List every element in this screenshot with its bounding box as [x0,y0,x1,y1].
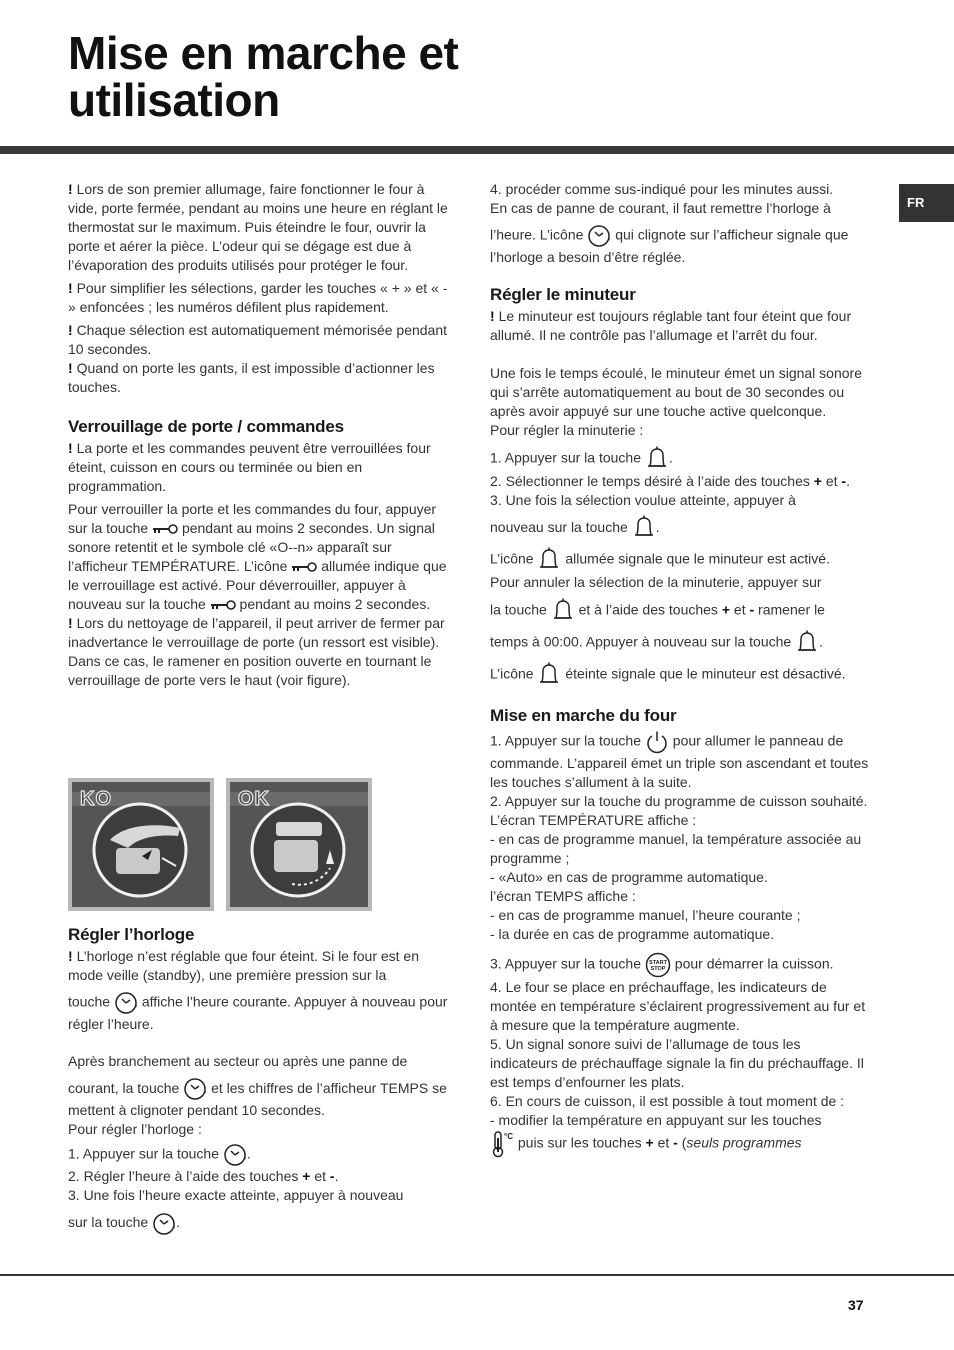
timer-cancel-text-2a: la touche [490,602,547,618]
warning-mark: ! [490,308,495,324]
start-step-3-text-b: pour démarrer la cuisson. [674,956,834,972]
power-outage-text-1: En cas de panne de courant, il faut remettre l’horloge à [490,200,831,216]
clock-step-1-text: 1. Appuyer sur la touche [68,1146,219,1162]
start-step-4-text: 4. Le four se place en préchauffage, les indicateurs de montée en température s’éclairent progressivement au fur et à mesure que la température augmente. [490,979,866,1034]
timer-text-3: Pour régler la minuterie : [490,422,644,438]
clock-text-3d: Pour régler l’horloge : [68,1121,202,1138]
timer-step-2-text: 2. Sélectionner le temps désiré à l’aide des touches [490,473,810,489]
timer-step-2-and: et [825,473,838,489]
warning-mark: ! [68,322,73,338]
minus-key: - [673,1135,678,1151]
power-outage-text-2a: l’heure. L’icône [490,226,584,243]
warning-mark: ! [68,440,73,456]
clock-step-1 [68,1143,448,1167]
start-step-5 [490,1035,870,1092]
clock-icon [114,991,138,1015]
figure-ko [68,778,214,911]
start-step-2-time: l’écran TEMPS affiche : [490,888,636,905]
clock-step-3-text-b: sur la touche [68,1214,149,1231]
lock-paragraph-2 [68,500,448,614]
warning-mark: ! [68,360,73,376]
warning-mark: ! [68,181,73,197]
start-step-2-item-1: - en cas de programme manuel, la température associée au programme ; [490,831,862,867]
intro-text-1: Lors de son premier allumage, faire fonctionner le four à vide, porte fermée, pendant au moins une heure en réglant le thermostat sur le maximum. Puis éteindre le four, ouvrir la porte et aérer la pièce. L’odeur qui se dégage est due à l’évaporation des produits utilisés pour protéger le four. [68,181,448,273]
timer-cancel-text-2d: ramener le [758,602,825,618]
timer-icon-off-text-a: L’icône [490,666,534,682]
warning-mark: ! [68,615,73,631]
start-step-5-text: 5. Un signal sonore suivi de l’allumage de tous les indicateurs de préchauffage signale la fin du préchauffage. Il est temps d’enfourner les plats. [490,1036,864,1091]
key-icon [291,561,317,573]
start-step-2-text: 2. Appuyer sur la touche du programme de cuisson souhaité. L’écran TEMPÉRATURE affiche : [490,793,868,829]
start-step-2-item-2: - «Auto» en cas de programme automatique. [490,869,768,886]
start-step-1-text-a: 1. Appuyer sur la touche [490,733,641,749]
timer-cancel-text-3: temps à 00:00. Appuyer à nouveau sur la touche [490,634,792,650]
lock-text-2c: allumée indique que le verrouillage est activé. [68,558,447,593]
start-section-title: Mise en marche du four [490,706,677,726]
intro-paragraph-4 [68,359,448,397]
language-tab: FR [899,184,954,222]
plus-key: + [645,1135,654,1151]
power-icon [645,730,669,754]
start-stop-icon [645,952,671,978]
svg-text:STOP: STOP [650,966,666,973]
clock-icon [152,1212,176,1236]
clock-paragraph-3 [68,1052,448,1139]
timer-icon-off-text-b: éteinte signale que le minuteur est désactivé. [565,666,846,682]
clock-text-2a: touche [68,993,111,1010]
clock-step-3-text: 3. Une fois l’heure exacte atteinte, appuyer à nouveau [68,1187,404,1204]
page-title: Mise en marche et utilisation [68,27,459,126]
start-step-6-item-1: - modifier la température en appuyant sur les touches [490,1112,822,1129]
start-step-6-continued [490,1130,870,1158]
clock-step-2-text: 2. Régler l’heure à l’aide des touches [68,1168,299,1185]
start-step-3-text-a: 3. Appuyer sur la touche [490,956,641,972]
clock-step-2 [68,1167,448,1186]
timer-step-1 [490,446,870,472]
clock-icon [223,1143,247,1167]
period: . [176,1214,180,1231]
timer-icon-on-text-a: L’icône [490,551,534,567]
bell-icon [537,547,561,573]
intro-text-3: Chaque sélection est automatiquement mémorisée pendant 10 secondes. [68,322,448,357]
timer-step-1-text: 1. Appuyer sur la touche [490,449,641,466]
timer-paragraph-1 [490,307,870,345]
period: . [246,1146,251,1162]
timer-section-title: Régler le minuteur [490,285,636,304]
svg-text:START: START [648,960,667,967]
timer-paragraph-2 [490,364,870,440]
clock-section [68,925,448,1236]
timer-cancel-text-1: Pour annuler la sélection de la minuterie, appuyer sur [490,574,822,591]
left-column-text [68,180,448,694]
lock-paragraph-1 [68,439,448,496]
period: . [819,634,823,650]
start-step-2 [490,792,870,944]
lock-paragraph-4 [68,614,448,690]
bell-icon [632,515,656,541]
timer-cancel-text-2b: et à l’aide des touches [578,602,718,618]
clock-text-3b: courant, la touche [68,1080,180,1096]
ok-label: OK [238,788,270,810]
bell-icon [537,662,561,688]
start-step-2-item-4: - la durée en cas de programme automatique. [490,926,775,943]
start-step-6-italic: seuls programmes [686,1135,802,1151]
page-number: 37 [848,1297,864,1313]
start-step-6-and: et [657,1135,670,1151]
timer-step-3-text-b: nouveau sur la touche [490,519,628,535]
right-column-text [490,180,870,1158]
intro-paragraph-1 [68,180,448,275]
key-icon [210,599,236,611]
svg-text:°C: °C [504,1132,513,1142]
clock-step-3 [68,1186,448,1235]
intro-text-4: Quand on porte les gants, il est impossible d’actionner les touches. [68,360,435,395]
plus-key: + [721,602,731,618]
header-rule [0,146,954,154]
lock-text-3b: pendant au moins 2 secondes. [239,596,431,612]
clock-step-4-text: 4. procéder comme sus-indiqué pour les minutes aussi. [490,181,834,197]
minus-key: - [841,473,847,489]
clock-icon [183,1077,207,1101]
figure-ok [226,778,372,911]
clock-text-3c: et les chiffres de l’afficheur TEMPS se mettent à clignoter pendant 10 secondes. [68,1080,447,1119]
period: . [668,449,673,466]
timer-text-1: Le minuteur est toujours réglable tant four éteint que four allumé. Il ne contrôle pas l’allumage et l’arrêt du four. [490,308,852,343]
period: . [334,1168,339,1185]
clock-text-3a: Après branchement au secteur ou après une panne de [68,1053,408,1069]
bell-icon [551,598,575,624]
ko-label: KO [80,788,112,810]
timer-step-2 [490,472,870,491]
footer-rule [0,1274,954,1276]
lock-text-3a: Pour déverrouiller, appuyer à nouveau sur la touche [68,577,406,612]
minus-key: - [749,602,755,618]
timer-icon-on-paragraph [490,547,870,592]
clock-paragraph-2 [68,991,448,1034]
timer-cancel-and: et [733,602,746,618]
lock-section-title: Verrouillage de porte / commandes [68,417,344,436]
warning-mark: ! [68,280,73,296]
start-step-3 [490,952,870,978]
start-step-1-text-b: pour allumer le panneau de commande. L’appareil émet un triple son ascendant et toutes les touches s’allument à la suite. [490,733,869,791]
clock-step-4 [490,180,870,218]
power-outage-text-2b: qui clignote sur l’afficheur signale que l’horloge a besoin d’être réglée. [490,226,849,265]
start-step-6-text: 6. En cours de cuisson, il est possible à tout moment de : [490,1093,845,1110]
period: . [846,473,850,489]
start-step-6 [490,1092,870,1130]
clock-step-2-and: et [314,1168,327,1185]
intro-paragraph-2 [68,279,448,317]
plus-key: + [302,1168,311,1185]
clock-icon [587,224,611,248]
lock-text-2b: pendant au moins 2 secondes. Un signal sonore retentit et le symbole clé «O--n» apparaît sur l’afficheur TEMPÉRATURE. L’icône [68,520,435,574]
start-step-6-item-2-text: puis sur les touches [517,1135,642,1151]
timer-text-2: Une fois le temps écoulé, le minuteur émet un signal sonore qui s’arrête automatiquement au bout de 30 secondes ou après avoir appuyé sur une touche active quelconque. [490,365,862,419]
key-icon [152,523,178,535]
clock-paragraph-1 [68,947,448,985]
power-outage-paragraph [490,224,870,267]
start-step-1 [490,730,870,792]
bell-icon [645,446,669,472]
lock-text-1: La porte et les commandes peuvent être verrouillées four éteint, cuisson en cours ou terminée ou bien en programmation. [68,440,431,494]
bell-icon [795,630,819,656]
open-paren: ( [681,1135,687,1151]
lock-text-4: Lors du nettoyage de l’appareil, il peut arriver de fermer par inadvertance le verrouillage de porte (un ressort est visible). Dans ce cas, le ramener en position ouverte en tournant le verrouillage de porte vers le haut (voir figure). [68,615,445,688]
plus-key: + [813,473,822,489]
clock-text-2b: affiche l’heure courante. Appuyer à nouveau pour régler l’heure. [68,993,448,1032]
timer-step-3-text: 3. Une fois la sélection voulue atteinte, appuyer à [490,492,796,508]
timer-cancel-paragraph [490,598,870,624]
lock-text-2a: Pour verrouiller la porte et les commandes du four, appuyer sur la touche [68,501,437,536]
start-step-4 [490,978,870,1035]
period: . [655,519,660,535]
timer-step-3 [490,491,870,541]
clock-section-title: Régler l’horloge [68,925,195,944]
clock-text-1: L’horloge n’est réglable que four éteint. Si le four est en mode veille (standby), une première pression sur la [68,948,420,983]
start-step-2-item-3: - en cas de programme manuel, l’heure courante ; [490,907,801,924]
intro-paragraph-3 [68,321,448,359]
timer-icon-off-paragraph [490,662,870,688]
intro-text-2: Pour simplifier les sélections, garder les touches « + » et « - » enfoncées ; les numéros défilent plus rapidement. [68,280,448,315]
thermometer-icon [490,1130,514,1158]
timer-reset-paragraph [490,630,870,656]
timer-icon-on-text-b: allumée signale que le minuteur est activé. [565,551,830,567]
minus-key: - [329,1168,335,1185]
warning-mark: ! [68,948,73,964]
